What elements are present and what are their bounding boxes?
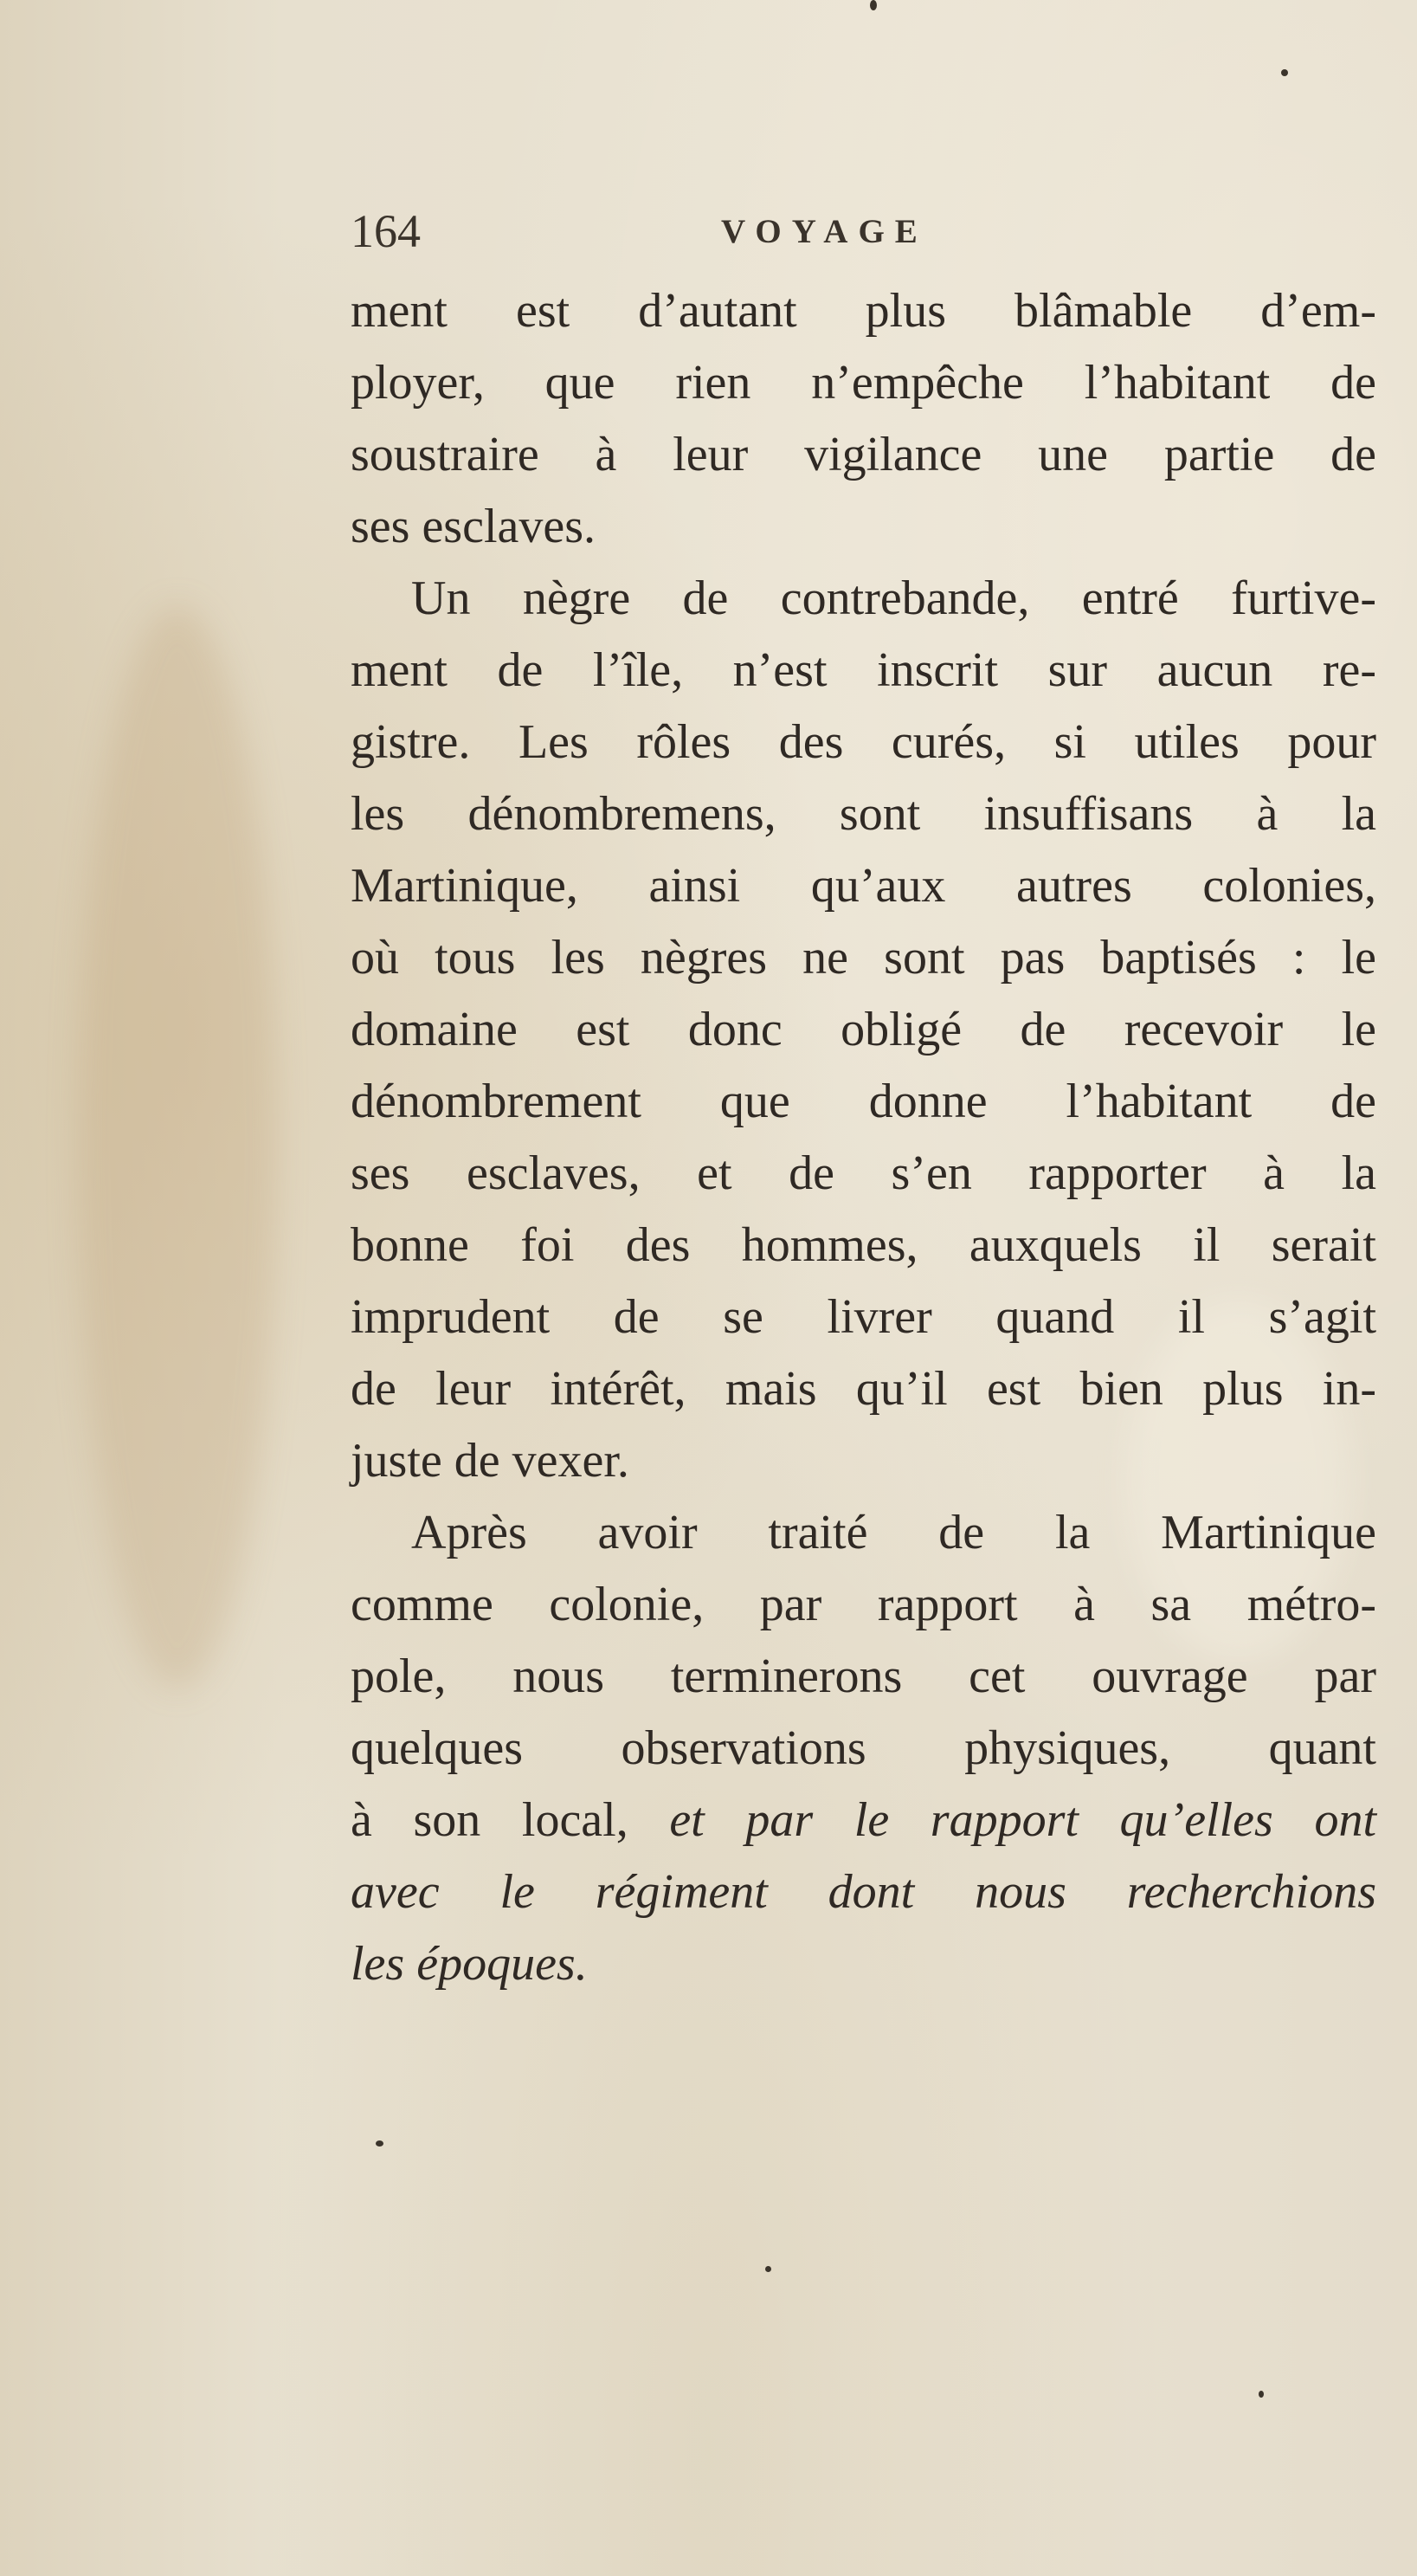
text-line: ses esclaves.: [351, 500, 596, 553]
text-line: quelques observations physiques, quant: [351, 1721, 1376, 1775]
ink-speck: [376, 2140, 383, 2147]
text-line: Martinique, ainsi qu’aux autres colonies,: [351, 859, 1376, 913]
text-line: ses esclaves, et de s’en rapporter à la: [351, 1146, 1376, 1200]
text-line: les époques.: [351, 1937, 588, 1991]
text-line: ment de l’île, n’est inscrit sur aucun re-: [351, 643, 1376, 697]
text-line: comme colonie, par rapport à sa métro-: [351, 1578, 1376, 1631]
text-line: à son local, et par le rapport qu’elles ont: [351, 1793, 1376, 1847]
running-title: VOYAGE: [721, 213, 928, 250]
text-line: imprudent de se livrer quand il s’agit: [351, 1290, 1376, 1344]
body-text: [351, 275, 1376, 2000]
text-line: pole, nous terminerons cet ouvrage par: [351, 1650, 1376, 1703]
ink-speck: [870, 0, 877, 10]
text-line: bonne foi des hommes, auxquels il serait: [351, 1218, 1376, 1272]
text-line: ment est d’autant plus blâmable d’em-: [351, 284, 1376, 338]
text-line: de leur intérêt, mais qu’il est bien plus in-: [351, 1362, 1376, 1416]
text-line: juste de vexer.: [351, 1434, 629, 1488]
ink-speck: [765, 2266, 771, 2272]
text-line: Après avoir traité de la Martinique: [411, 1506, 1376, 1559]
text-line: ployer, que rien n’empêche l’habitant de: [351, 356, 1376, 410]
text-line: soustraire à leur vigilance une partie de: [351, 428, 1376, 481]
text-line: domaine est donc obligé de recevoir le: [351, 1003, 1376, 1056]
ink-speck: [1281, 69, 1288, 76]
text-line: où tous les nègres ne sont pas baptisés : le: [351, 931, 1376, 985]
paper-stain: [78, 606, 277, 1688]
page-header: [351, 201, 1372, 261]
page-number: 164: [351, 205, 421, 257]
text-line: avec le régiment dont nous recherchions: [351, 1865, 1376, 1919]
text-line: les dénombremens, sont insuffisans à la: [351, 787, 1376, 841]
ink-speck: [1259, 2391, 1264, 2398]
text-line: dénombrement que donne l’habitant de: [351, 1075, 1376, 1128]
text-line: gistre. Les rôles des curés, si utiles pour: [351, 715, 1376, 769]
text-line: Un nègre de contrebande, entré furtive-: [411, 571, 1376, 625]
